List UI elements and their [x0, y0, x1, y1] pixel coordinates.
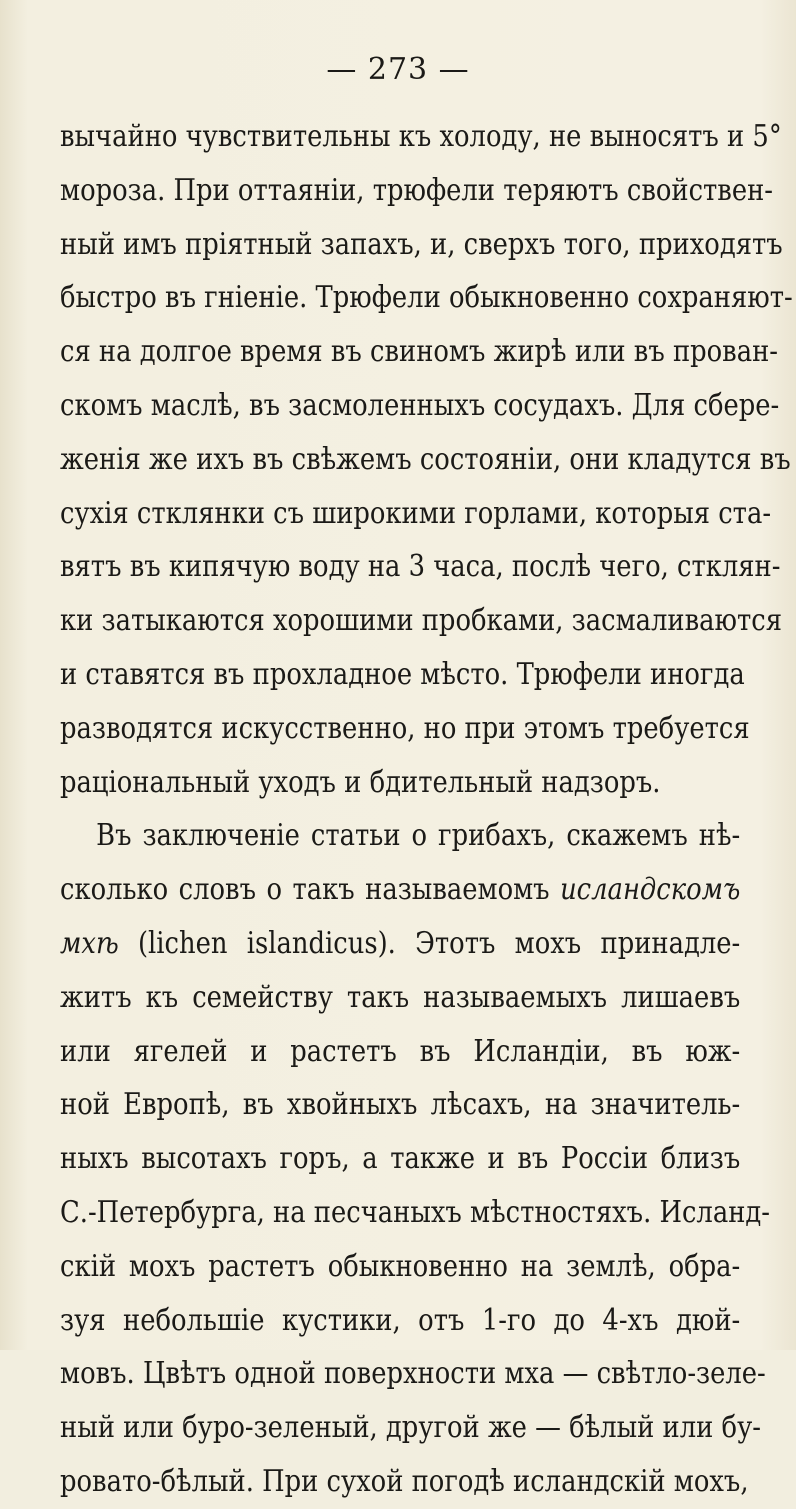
text-line: ный имъ пріятный запахъ, и, сверхъ того, приходятъ [60, 226, 783, 262]
text-line: раціональный уходъ и бдительный надзоръ. [60, 764, 661, 800]
text-line: ся на долгое время въ свиномъ жирѣ или въ прован- [60, 334, 779, 370]
paragraph-1 [60, 110, 793, 809]
text-line [60, 917, 740, 971]
text-line: зуя небольшіе кустики, отъ 1-го до 4-хъ дюй- [60, 1302, 741, 1338]
text-line: ныхъ высотахъ горъ, а также и въ Россіи близъ [60, 1141, 741, 1177]
text-line: или ягелей и растетъ въ Исландіи, въ юж- [60, 1033, 741, 1069]
paragraph-2 [60, 809, 771, 1508]
text-line: разводятся искусственно, но при этомъ требуется [60, 710, 750, 746]
text-line: быстро въ гніеніе. Трюфели обыкновенно сохраняют- [60, 280, 793, 316]
text-span: (lichen islandicus). Этотъ мохъ принадле- [118, 925, 741, 961]
text-line: женія же ихъ въ свѣжемъ состояніи, они кладутся въ [60, 441, 791, 477]
text-line: и ставятся въ прохладное мѣсто. Трюфели иногда [60, 656, 745, 692]
italic-term: исландскомъ [560, 872, 741, 908]
text-line: ной Европѣ, въ хвойныхъ лѣсахъ, на значитель- [60, 1087, 741, 1123]
text-line [60, 863, 740, 917]
italic-term: мхѣ [60, 925, 119, 961]
body-text [60, 110, 793, 1509]
text-line: ровато-бѣлый. При сухой погодѣ исландскій мохъ, [60, 1463, 749, 1499]
text-line: С.-Петербурга, на песчаныхъ мѣстностяхъ. Исланд- [60, 1194, 771, 1230]
page-number: — 273 — [326, 52, 470, 87]
text-line: скій мохъ растетъ обыкновенно на землѣ, обра- [60, 1248, 741, 1284]
text-line: ки затыкаются хорошими пробками, засмаливаются [60, 603, 782, 639]
text-line: мороза. При оттаяніи, трюфели теряютъ свойствен- [60, 172, 774, 208]
text-line: вычайно чувствительны къ холоду, не выносятъ и 5° [60, 119, 782, 154]
text-line: ный или буро-зеленый, другой же — бѣлый или бу- [60, 1410, 761, 1446]
text-line: Въ заключеніе статьи о грибахъ, скажемъ нѣ- [96, 818, 741, 854]
text-line: мовъ. Цвѣтъ одной поверхности мха — свѣтло-зеле- [60, 1356, 766, 1392]
text-line: скомъ маслѣ, въ засмоленныхъ сосудахъ. Для сбере- [60, 387, 780, 423]
text-line: житъ къ семейству такъ называемыхъ лишаевъ [60, 979, 741, 1015]
text-line: вятъ въ кипячую воду на 3 часа, послѣ чего, стклян- [60, 549, 781, 585]
text-span: сколько словъ о такъ называемомъ [60, 872, 561, 908]
text-line: сухія стклянки съ широкими горлами, которыя ста- [60, 495, 772, 531]
